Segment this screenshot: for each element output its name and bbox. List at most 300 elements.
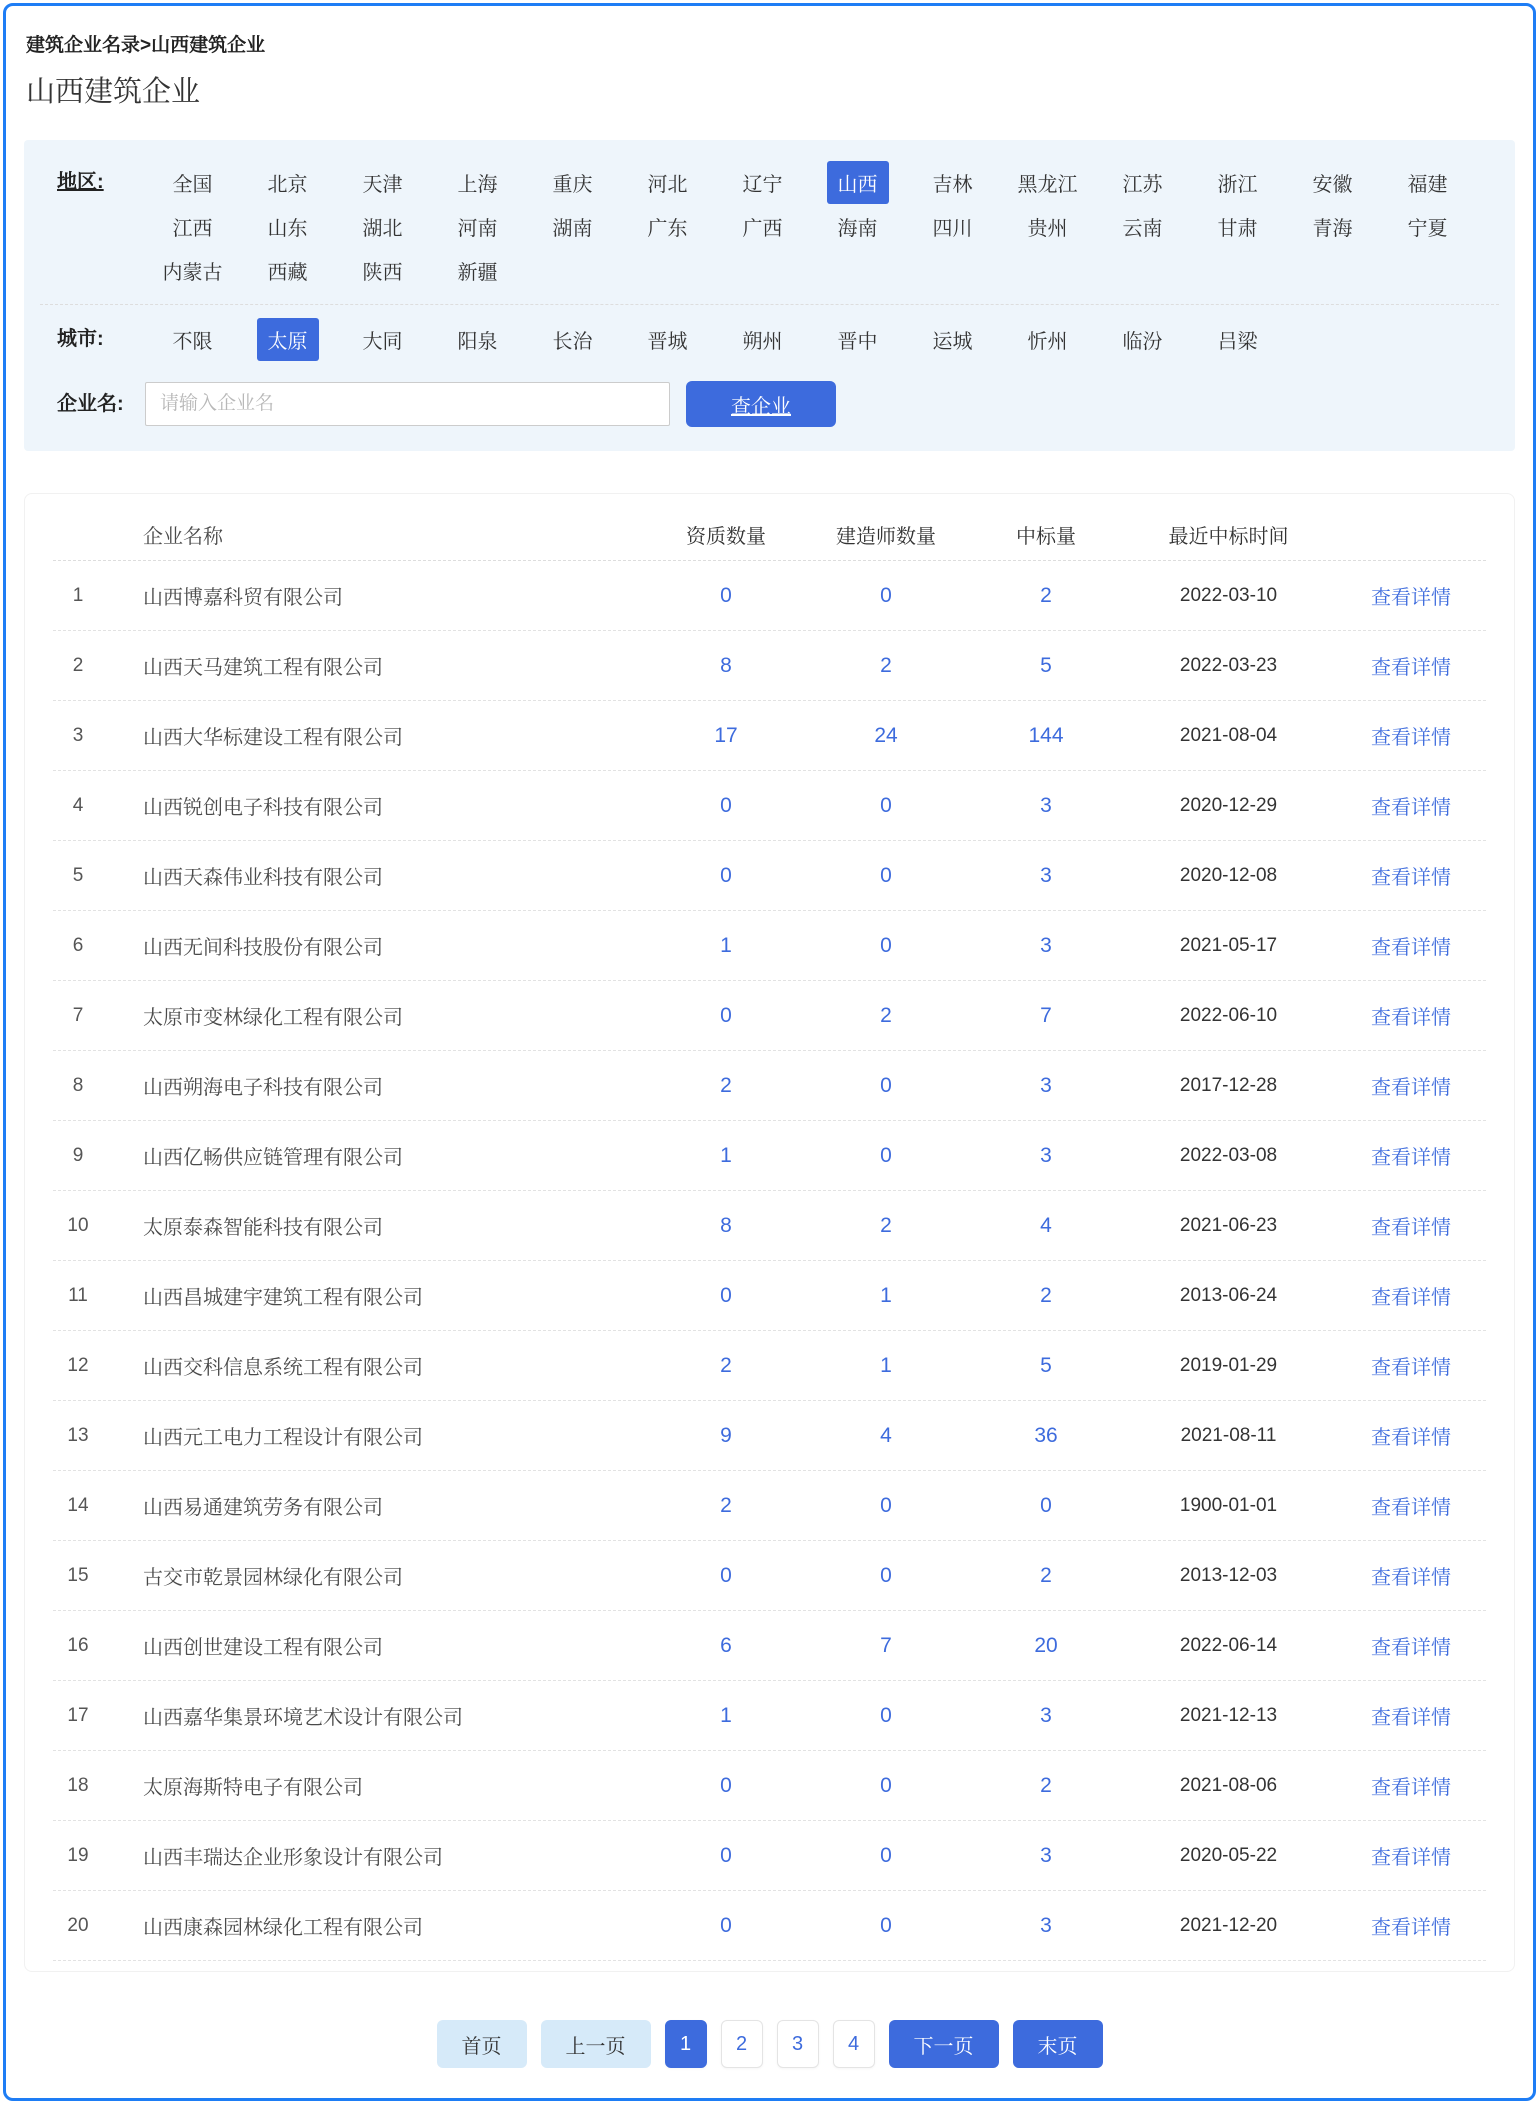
last-win-date: 2022-03-23 (1179, 654, 1278, 676)
chip-label: 朔州 (742, 330, 783, 353)
builder-count: 0 (880, 863, 892, 887)
region-chip[interactable] (620, 160, 715, 204)
region-chip[interactable] (145, 204, 240, 248)
company-name: 山西交科信息系统工程有限公司 (143, 1357, 423, 1379)
win-count: 2 (1040, 1283, 1052, 1307)
row-index: 6 (72, 934, 84, 956)
row-index: 8 (72, 1074, 84, 1096)
region-chip[interactable] (620, 204, 715, 248)
divider (40, 304, 1499, 305)
table-row (53, 1611, 1486, 1681)
chip-label: 运城 (932, 330, 973, 353)
qualification-count: 0 (720, 863, 732, 887)
region-chip[interactable] (715, 204, 810, 248)
region-filter-row (40, 160, 1499, 292)
view-detail-link[interactable]: 查看详情 (1371, 1357, 1451, 1379)
city-chip[interactable] (525, 317, 620, 361)
row-index: 3 (72, 724, 84, 746)
chip-label: 上海 (457, 173, 498, 196)
chip-label: 云南 (1122, 217, 1163, 240)
city-chip[interactable] (810, 317, 905, 361)
region-chip[interactable] (335, 248, 430, 292)
city-chip[interactable] (620, 317, 715, 361)
view-detail-link[interactable]: 查看详情 (1371, 1147, 1451, 1169)
chip-label: 大同 (362, 330, 403, 353)
view-detail-link[interactable]: 查看详情 (1371, 1707, 1451, 1729)
last-win-date: 2022-03-08 (1179, 1144, 1278, 1166)
region-chip[interactable] (1285, 160, 1380, 204)
builder-count: 2 (880, 1003, 892, 1027)
chip-label: 西藏 (267, 261, 308, 284)
pagination-page-button[interactable]: 2 (721, 2020, 763, 2068)
builder-count: 0 (880, 1773, 892, 1797)
qualification-count: 0 (720, 1843, 732, 1867)
region-filter-label: 地区: (57, 171, 104, 193)
chip-label: 海南 (837, 217, 878, 240)
region-chip[interactable] (810, 160, 905, 204)
row-index: 15 (67, 1564, 89, 1586)
qualification-count: 6 (720, 1633, 732, 1657)
builder-count: 0 (880, 1493, 892, 1517)
region-chip[interactable] (1190, 204, 1285, 248)
company-name: 山西康森园林绿化工程有限公司 (143, 1917, 423, 1939)
qualification-count: 0 (720, 1563, 732, 1587)
company-name: 山西朔海电子科技有限公司 (143, 1077, 383, 1099)
chip-label: 江苏 (1122, 173, 1163, 196)
detail-cell (1336, 581, 1486, 610)
table-row (53, 1541, 1486, 1611)
win-count: 3 (1040, 1913, 1052, 1937)
win-count: 36 (1034, 1423, 1058, 1447)
builder-count: 0 (880, 1073, 892, 1097)
qualification-count: 1 (720, 1703, 732, 1727)
detail-cell (1336, 1211, 1486, 1240)
detail-cell (1336, 1421, 1486, 1450)
pagination-page-button[interactable]: 4 (833, 2020, 875, 2068)
qualification-count: 0 (720, 1003, 732, 1027)
view-detail-link[interactable]: 查看详情 (1371, 1917, 1451, 1939)
chip-label: 新疆 (457, 261, 498, 284)
row-index: 20 (67, 1914, 89, 1936)
table-row (53, 981, 1486, 1051)
chip-label: 北京 (267, 173, 308, 196)
company-name: 古交市乾景园林绿化有限公司 (143, 1567, 403, 1589)
last-win-date: 2021-05-17 (1179, 934, 1278, 956)
detail-cell (1336, 1701, 1486, 1730)
builder-count: 0 (880, 1143, 892, 1167)
company-name: 山西易通建筑劳务有限公司 (143, 1497, 383, 1519)
chip-label: 全国 (172, 173, 213, 196)
table-row (53, 1331, 1486, 1401)
builder-count: 0 (880, 1563, 892, 1587)
search-company-button[interactable]: 查企业 (686, 381, 836, 427)
breadcrumb[interactable]: 建筑企业名录>山西建筑企业 (26, 35, 266, 56)
win-count: 144 (1028, 723, 1064, 747)
win-count: 2 (1040, 1773, 1052, 1797)
view-detail-link[interactable]: 查看详情 (1371, 867, 1451, 889)
row-index: 4 (72, 794, 84, 816)
last-win-date: 2017-12-28 (1179, 1074, 1278, 1096)
table-row (53, 1681, 1486, 1751)
region-chip[interactable] (430, 248, 525, 292)
company-name: 山西无间科技股份有限公司 (143, 937, 383, 959)
city-chip-list (145, 317, 1475, 361)
region-chip[interactable] (1000, 204, 1095, 248)
region-chip[interactable] (1380, 160, 1475, 204)
chip-label: 甘肃 (1217, 217, 1258, 240)
chip-label: 晋中 (837, 330, 878, 353)
chip-label: 不限 (172, 330, 213, 353)
qualification-count: 9 (720, 1423, 732, 1447)
region-chip[interactable] (810, 204, 905, 248)
company-name-label: 企业名: (57, 393, 124, 415)
row-index: 19 (67, 1844, 89, 1866)
row-index: 7 (72, 1004, 84, 1026)
chip-label: 内蒙古 (162, 261, 223, 284)
last-win-date: 2020-05-22 (1179, 1844, 1278, 1866)
win-count: 3 (1040, 793, 1052, 817)
win-count: 5 (1040, 1353, 1052, 1377)
chip-label: 宁夏 (1407, 217, 1448, 240)
company-name-input[interactable] (145, 382, 670, 426)
qualification-count: 2 (720, 1073, 732, 1097)
qualification-count: 2 (720, 1493, 732, 1517)
region-chip[interactable] (1285, 204, 1380, 248)
header-last-win-time: 最近中标时间 (1168, 525, 1289, 548)
builder-count: 0 (880, 583, 892, 607)
detail-cell (1336, 1771, 1486, 1800)
win-count: 5 (1040, 653, 1052, 677)
detail-cell (1336, 1071, 1486, 1100)
last-win-date: 2021-08-11 (1180, 1424, 1277, 1446)
city-chip[interactable] (145, 317, 240, 361)
city-chip[interactable] (715, 317, 810, 361)
table-body (53, 561, 1486, 1961)
qualification-count: 2 (720, 1353, 732, 1377)
view-detail-link[interactable]: 查看详情 (1371, 937, 1451, 959)
region-chip[interactable] (1190, 160, 1285, 204)
page-container (3, 3, 1536, 2101)
pagination-page-button[interactable]: 1 (665, 2020, 707, 2068)
qualification-count: 1 (720, 933, 732, 957)
last-win-date: 2020-12-08 (1179, 864, 1278, 886)
header-win-count: 中标量 (1016, 525, 1076, 548)
qualification-count: 0 (720, 1283, 732, 1307)
company-name: 太原市变林绿化工程有限公司 (143, 1007, 403, 1029)
detail-cell (1336, 791, 1486, 820)
win-count: 3 (1040, 933, 1052, 957)
detail-cell (1336, 1141, 1486, 1170)
region-chip[interactable] (335, 160, 430, 204)
chip-label: 太原 (257, 318, 319, 361)
view-detail-link[interactable]: 查看详情 (1371, 1777, 1451, 1799)
chip-label: 吕梁 (1217, 330, 1258, 353)
header-builder-count: 建造师数量 (836, 525, 936, 548)
company-name: 山西昌城建宇建筑工程有限公司 (143, 1287, 423, 1309)
pagination-next-button[interactable]: 下一页 (889, 2020, 999, 2068)
detail-cell (1336, 1491, 1486, 1520)
chip-label: 青海 (1312, 217, 1353, 240)
view-detail-link[interactable]: 查看详情 (1371, 1077, 1451, 1099)
last-win-date: 2021-12-20 (1179, 1914, 1278, 1936)
last-win-date: 2013-12-03 (1179, 1564, 1278, 1586)
last-win-date: 2021-12-13 (1179, 1704, 1278, 1726)
last-win-date: 2021-06-23 (1179, 1214, 1278, 1236)
pagination-last-button[interactable]: 末页 (1013, 2020, 1103, 2068)
page-header (24, 6, 1515, 124)
last-win-date: 2022-03-10 (1179, 584, 1278, 606)
city-chip[interactable] (335, 317, 430, 361)
city-chip[interactable] (905, 317, 1000, 361)
qualification-count: 1 (720, 1143, 732, 1167)
detail-cell (1336, 1351, 1486, 1380)
table-row (53, 1891, 1486, 1961)
chip-label: 黑龙江 (1017, 173, 1078, 196)
table-row (53, 1261, 1486, 1331)
table-row (53, 1401, 1486, 1471)
company-name: 山西天马建筑工程有限公司 (143, 657, 383, 679)
row-index: 2 (72, 654, 84, 676)
pagination-prev-button[interactable]: 上一页 (541, 2020, 651, 2068)
win-count: 4 (1040, 1213, 1052, 1237)
pagination-page-button[interactable]: 3 (777, 2020, 819, 2068)
table-row (53, 1121, 1486, 1191)
company-name: 山西天森伟业科技有限公司 (143, 867, 383, 889)
builder-count: 0 (880, 1703, 892, 1727)
row-index: 5 (72, 864, 84, 886)
win-count: 3 (1040, 1143, 1052, 1167)
row-index: 18 (67, 1774, 89, 1796)
qualification-count: 0 (720, 1773, 732, 1797)
company-name: 山西大华标建设工程有限公司 (143, 727, 403, 749)
view-detail-link[interactable]: 查看详情 (1371, 1567, 1451, 1589)
company-name: 山西亿畅供应链管理有限公司 (143, 1147, 403, 1169)
chip-label: 长治 (552, 330, 593, 353)
detail-cell (1336, 861, 1486, 890)
company-name: 太原海斯特电子有限公司 (143, 1777, 363, 1799)
chip-label: 安徽 (1312, 173, 1353, 196)
builder-count: 2 (880, 1213, 892, 1237)
region-chip[interactable] (240, 248, 335, 292)
city-chip[interactable] (240, 317, 335, 361)
row-index: 12 (67, 1354, 89, 1376)
builder-count: 1 (880, 1353, 892, 1377)
row-index: 17 (67, 1704, 89, 1726)
row-index: 13 (67, 1424, 89, 1446)
chip-label: 贵州 (1027, 217, 1068, 240)
region-chip[interactable] (240, 204, 335, 248)
city-chip[interactable] (1000, 317, 1095, 361)
qualification-count: 8 (720, 653, 732, 677)
last-win-date: 2022-06-14 (1179, 1634, 1278, 1656)
win-count: 3 (1040, 1843, 1052, 1867)
view-detail-link[interactable]: 查看详情 (1371, 657, 1451, 679)
header-qualification-count: 资质数量 (686, 525, 766, 548)
chip-label: 陕西 (362, 261, 403, 284)
company-name: 太原泰森智能科技有限公司 (143, 1217, 383, 1239)
chip-label: 江西 (172, 217, 213, 240)
table-row (53, 771, 1486, 841)
company-name: 山西嘉华集景环境艺术设计有限公司 (143, 1707, 463, 1729)
detail-cell (1336, 1631, 1486, 1660)
region-chip[interactable] (1095, 204, 1190, 248)
chip-label: 晋城 (647, 330, 688, 353)
table-row (53, 561, 1486, 631)
last-win-date: 2019-01-29 (1179, 1354, 1278, 1376)
chip-label: 四川 (932, 217, 973, 240)
table-row (53, 701, 1486, 771)
builder-count: 24 (874, 723, 898, 747)
view-detail-link[interactable]: 查看详情 (1371, 1847, 1451, 1869)
company-name: 山西丰瑞达企业形象设计有限公司 (143, 1847, 443, 1869)
row-index: 1 (72, 584, 84, 606)
chip-label: 河南 (457, 217, 498, 240)
table-row (53, 1751, 1486, 1821)
chip-label: 山西 (827, 161, 889, 204)
region-chip[interactable] (525, 204, 620, 248)
region-chip[interactable] (145, 248, 240, 292)
detail-cell (1336, 1841, 1486, 1870)
chip-label: 吉林 (932, 173, 973, 196)
qualification-count: 0 (720, 793, 732, 817)
chip-label: 福建 (1407, 173, 1448, 196)
city-chip[interactable] (1190, 317, 1285, 361)
pagination (24, 2020, 1515, 2068)
chip-label: 广西 (742, 217, 783, 240)
chip-label: 重庆 (552, 173, 593, 196)
table-row (53, 1821, 1486, 1891)
chip-label: 山东 (267, 217, 308, 240)
last-win-date: 2013-06-24 (1179, 1284, 1278, 1306)
win-count: 7 (1040, 1003, 1052, 1027)
region-chip[interactable] (1380, 204, 1475, 248)
region-chip[interactable] (430, 160, 525, 204)
city-filter-row (40, 317, 1499, 361)
table-row (53, 911, 1486, 981)
detail-cell (1336, 1561, 1486, 1590)
last-win-date: 2020-12-29 (1179, 794, 1278, 816)
builder-count: 1 (880, 1283, 892, 1307)
city-chip[interactable] (1095, 317, 1190, 361)
view-detail-link[interactable]: 查看详情 (1371, 1007, 1451, 1029)
win-count: 0 (1040, 1493, 1052, 1517)
region-chip[interactable] (905, 160, 1000, 204)
row-index: 9 (72, 1144, 84, 1166)
last-win-date: 2021-08-04 (1179, 724, 1278, 746)
table-row (53, 631, 1486, 701)
chip-label: 忻州 (1027, 330, 1068, 353)
detail-cell (1336, 931, 1486, 960)
win-count: 3 (1040, 863, 1052, 887)
company-table (24, 493, 1515, 1972)
qualification-count: 0 (720, 583, 732, 607)
chip-label: 临汾 (1122, 330, 1163, 353)
win-count: 3 (1040, 1703, 1052, 1727)
chip-label: 天津 (362, 173, 403, 196)
row-index: 10 (67, 1214, 89, 1236)
company-name: 山西创世建设工程有限公司 (143, 1637, 383, 1659)
detail-cell (1336, 1911, 1486, 1940)
table-row (53, 1471, 1486, 1541)
chip-label: 辽宁 (742, 173, 783, 196)
region-chip[interactable] (715, 160, 810, 204)
region-chip[interactable] (1095, 160, 1190, 204)
last-win-date: 2022-06-10 (1179, 1004, 1278, 1026)
win-count: 3 (1040, 1073, 1052, 1097)
builder-count: 0 (880, 793, 892, 817)
win-count: 20 (1034, 1633, 1058, 1657)
region-chip[interactable] (145, 160, 240, 204)
row-index: 11 (68, 1284, 88, 1306)
chip-label: 湖南 (552, 217, 593, 240)
company-search-row (40, 381, 1499, 427)
qualification-count: 0 (720, 1913, 732, 1937)
region-chip-list (145, 160, 1475, 292)
chip-label: 阳泉 (457, 330, 498, 353)
filter-panel (24, 140, 1515, 451)
chip-label: 广东 (647, 217, 688, 240)
detail-cell (1336, 651, 1486, 680)
view-detail-link[interactable]: 查看详情 (1371, 1427, 1451, 1449)
region-chip[interactable] (1000, 160, 1095, 204)
view-detail-link[interactable]: 查看详情 (1371, 727, 1451, 749)
region-chip[interactable] (335, 204, 430, 248)
region-chip[interactable] (430, 204, 525, 248)
company-name: 山西博嘉科贸有限公司 (143, 587, 343, 609)
detail-cell (1336, 1281, 1486, 1310)
page-title: 山西建筑企业 (26, 76, 201, 108)
company-name: 山西锐创电子科技有限公司 (143, 797, 383, 819)
view-detail-link[interactable]: 查看详情 (1371, 587, 1451, 609)
header-company-name: 企业名称 (143, 525, 223, 548)
chip-label: 河北 (647, 173, 688, 196)
table-row (53, 1191, 1486, 1261)
city-filter-label: 城市: (57, 328, 104, 350)
chip-label: 浙江 (1217, 173, 1258, 196)
builder-count: 0 (880, 1913, 892, 1937)
detail-cell (1336, 721, 1486, 750)
table-row (53, 841, 1486, 911)
builder-count: 7 (880, 1633, 892, 1657)
view-detail-link[interactable]: 查看详情 (1371, 1287, 1451, 1309)
builder-count: 2 (880, 653, 892, 677)
builder-count: 4 (880, 1423, 892, 1447)
detail-cell (1336, 1001, 1486, 1030)
builder-count: 0 (880, 1843, 892, 1867)
region-chip[interactable] (905, 204, 1000, 248)
view-detail-link[interactable]: 查看详情 (1371, 1217, 1451, 1239)
company-name: 山西元工电力工程设计有限公司 (143, 1427, 423, 1449)
region-chip[interactable] (240, 160, 335, 204)
qualification-count: 17 (714, 723, 738, 747)
win-count: 2 (1040, 1563, 1052, 1587)
builder-count: 0 (880, 933, 892, 957)
last-win-date: 2021-08-06 (1179, 1774, 1278, 1796)
view-detail-link[interactable]: 查看详情 (1371, 1637, 1451, 1659)
view-detail-link[interactable]: 查看详情 (1371, 797, 1451, 819)
row-index: 14 (67, 1494, 89, 1516)
view-detail-link[interactable]: 查看详情 (1371, 1497, 1451, 1519)
table-row (53, 1051, 1486, 1121)
last-win-date: 1900-01-01 (1179, 1494, 1278, 1516)
city-chip[interactable] (430, 317, 525, 361)
pagination-first-button[interactable]: 首页 (437, 2020, 527, 2068)
table-header-row (53, 508, 1486, 561)
win-count: 2 (1040, 583, 1052, 607)
region-chip[interactable] (525, 160, 620, 204)
row-index: 16 (67, 1634, 89, 1656)
chip-label: 湖北 (362, 217, 403, 240)
